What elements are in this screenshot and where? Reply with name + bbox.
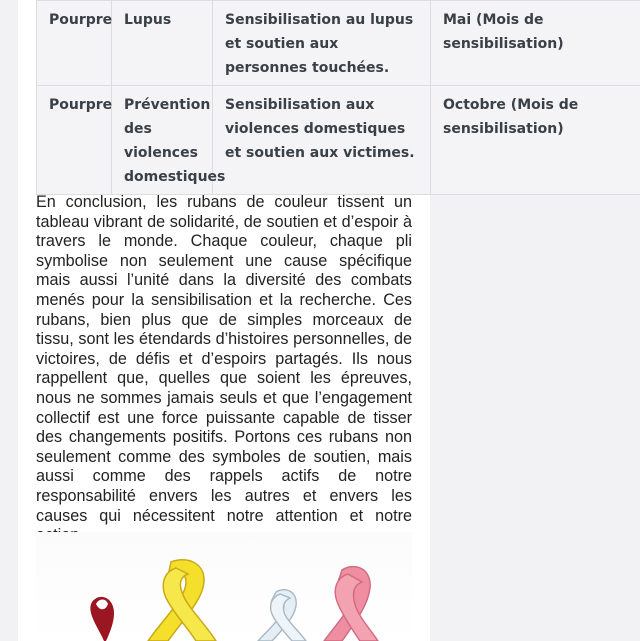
awareness-ribbons-illustration (36, 532, 412, 641)
table-cell-description: Sensibilisation aux violences domestiques et soutien aux victimes. (213, 86, 431, 195)
table-cell-period: Octobre (Mois de sensibilisation) (431, 86, 640, 195)
table-cell-description: Sensibilisation au lupus et soutien aux personnes touchées. (213, 1, 431, 86)
awareness-table-container (36, 0, 640, 185)
table-cell-color: Pourpre (37, 86, 112, 195)
awareness-ribbons-table (36, 0, 640, 195)
table-cell-period: Mai (Mois de sensibilisation) (431, 1, 640, 86)
table-row (37, 86, 640, 195)
table-cell-color: Pourpre (37, 1, 112, 86)
table-cell-cause: Prévention des violences domestiques (112, 86, 213, 195)
table-row (37, 1, 640, 86)
table-cell-cause: Lupus (112, 1, 213, 86)
ribbons-image (36, 532, 412, 641)
conclusion-paragraph: En conclusion, les rubans de couleur tissent un tableau vibrant de solidarité, de soutien et d’espoir à travers le monde. Chaque couleur, chaque pli symbolise non seulement une cause spécifique mais aussi l’unité dans la diversité des combats menés pour la sensibilisation et la recherche. Ces rubans, bien plus que de simples morceaux de tissu, sont les étendards d’histoires personnelles, de victoires, de défis et d’espoirs partagés. Ils nous rappellent que, quelles que soient les épreuves, nous ne sommes jamais seuls et que l’engagement collectif est une force puissante capable de tisser des changements positifs. Portons ces rubans non seulement comme des symboles de soutien, mais aussi comme des rappels actifs de notre responsabilité envers les autres et envers les causes qui nécessitent notre attention et notre (36, 193, 412, 525)
